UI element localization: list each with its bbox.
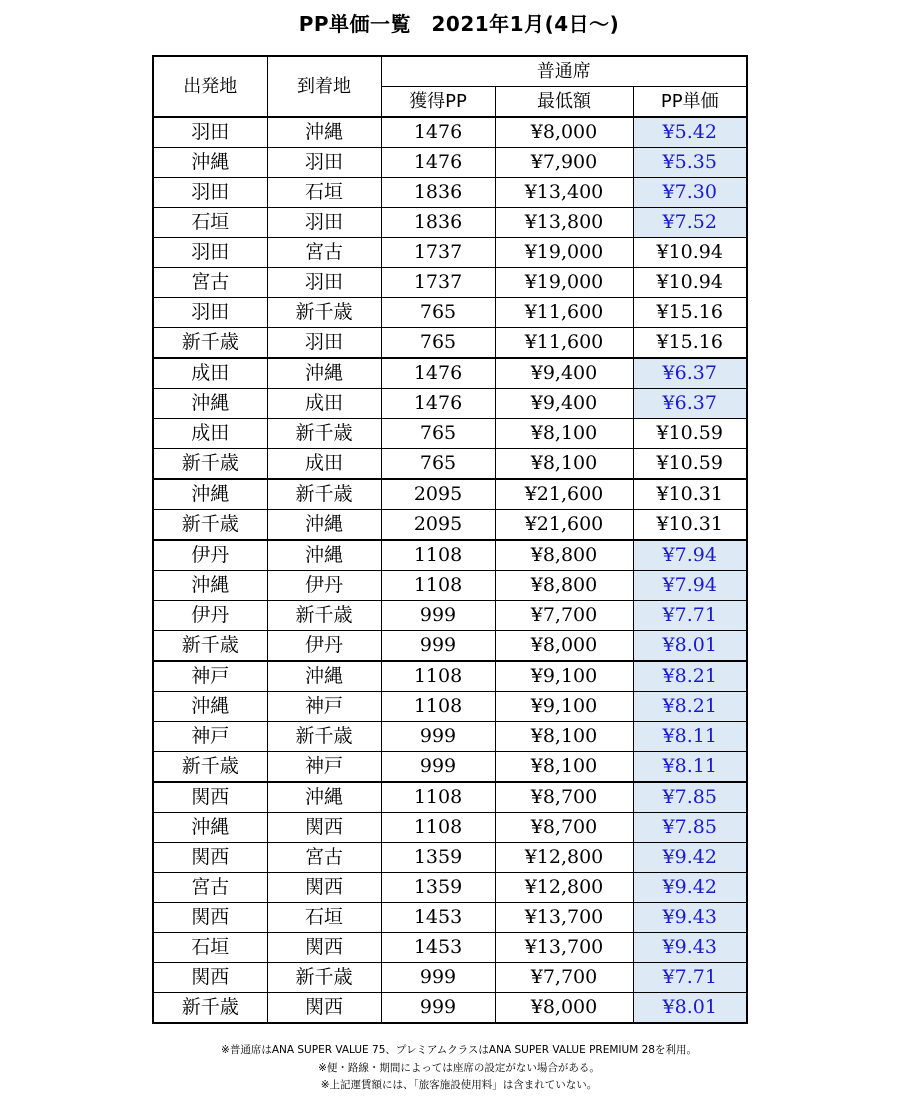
cell-pp-unit-price: ¥10.31	[633, 479, 747, 510]
cell-earned-pp: 1359	[381, 843, 495, 873]
cell-arrival: 沖縄	[267, 117, 381, 148]
cell-lowest-fare: ¥13,800	[495, 208, 633, 238]
cell-pp-unit-price: ¥9.42	[633, 873, 747, 903]
cell-lowest-fare: ¥8,100	[495, 722, 633, 752]
cell-arrival: 新千歳	[267, 298, 381, 328]
table-row	[153, 540, 747, 571]
cell-arrival: 成田	[267, 449, 381, 480]
cell-arrival: 沖縄	[267, 661, 381, 692]
header-arrival: 到着地	[267, 56, 381, 117]
cell-departure: 沖縄	[153, 148, 267, 178]
cell-pp-unit-price: ¥10.94	[633, 238, 747, 268]
cell-departure: 伊丹	[153, 601, 267, 631]
cell-departure: 新千歳	[153, 752, 267, 783]
cell-departure: 成田	[153, 358, 267, 389]
footnote-facility-fee: ※上記運賃額には、「旅客施設使用料」は含まれていない。	[320, 1079, 598, 1091]
cell-departure: 沖縄	[153, 692, 267, 722]
cell-departure: 沖縄	[153, 479, 267, 510]
cell-earned-pp: 1476	[381, 148, 495, 178]
cell-lowest-fare: ¥13,700	[495, 933, 633, 963]
header-departure: 出発地	[153, 56, 267, 117]
cell-lowest-fare: ¥7,700	[495, 963, 633, 993]
cell-lowest-fare: ¥11,600	[495, 298, 633, 328]
table-row	[153, 479, 747, 510]
cell-lowest-fare: ¥8,100	[495, 419, 633, 449]
cell-earned-pp: 1476	[381, 389, 495, 419]
cell-pp-unit-price: ¥7.30	[633, 178, 747, 208]
table-row	[153, 178, 747, 208]
cell-departure: 羽田	[153, 298, 267, 328]
cell-arrival: 新千歳	[267, 601, 381, 631]
cell-pp-unit-price: ¥7.94	[633, 571, 747, 601]
cell-pp-unit-price: ¥8.11	[633, 752, 747, 783]
cell-lowest-fare: ¥7,700	[495, 601, 633, 631]
table-row	[153, 268, 747, 298]
cell-arrival: 羽田	[267, 328, 381, 359]
cell-pp-unit-price: ¥9.42	[633, 843, 747, 873]
cell-departure: 関西	[153, 963, 267, 993]
cell-pp-unit-price: ¥10.59	[633, 419, 747, 449]
cell-pp-unit-price: ¥8.21	[633, 692, 747, 722]
cell-pp-unit-price: ¥8.01	[633, 993, 747, 1024]
cell-pp-unit-price: ¥9.43	[633, 933, 747, 963]
table-row	[153, 813, 747, 843]
cell-lowest-fare: ¥8,800	[495, 571, 633, 601]
cell-earned-pp: 999	[381, 752, 495, 783]
cell-departure: 新千歳	[153, 993, 267, 1024]
cell-departure: 関西	[153, 843, 267, 873]
cell-departure: 羽田	[153, 117, 267, 148]
cell-pp-unit-price: ¥10.31	[633, 510, 747, 541]
cell-arrival: 新千歳	[267, 479, 381, 510]
header-pp-unit-price: PP単価	[633, 87, 747, 118]
cell-arrival: 神戸	[267, 752, 381, 783]
cell-arrival: 沖縄	[267, 510, 381, 541]
cell-pp-unit-price: ¥7.94	[633, 540, 747, 571]
table-row	[153, 993, 747, 1024]
page-title: PP単価一覧 2021年1月(4日～)	[298, 12, 620, 36]
cell-pp-unit-price: ¥10.94	[633, 268, 747, 298]
cell-earned-pp: 999	[381, 601, 495, 631]
cell-lowest-fare: ¥9,400	[495, 358, 633, 389]
cell-arrival: 沖縄	[267, 782, 381, 813]
cell-departure: 新千歳	[153, 510, 267, 541]
cell-earned-pp: 1453	[381, 933, 495, 963]
footnote-seat-availability: ※便・路線・期間によっては座席の設定がない場合がある。	[318, 1061, 600, 1074]
cell-arrival: 羽田	[267, 268, 381, 298]
cell-departure: 宮古	[153, 873, 267, 903]
cell-lowest-fare: ¥9,400	[495, 389, 633, 419]
table-row	[153, 419, 747, 449]
cell-lowest-fare: ¥21,600	[495, 479, 633, 510]
cell-pp-unit-price: ¥9.43	[633, 903, 747, 933]
cell-lowest-fare: ¥13,700	[495, 903, 633, 933]
cell-earned-pp: 2095	[381, 479, 495, 510]
cell-earned-pp: 1476	[381, 117, 495, 148]
cell-pp-unit-price: ¥8.21	[633, 661, 747, 692]
cell-lowest-fare: ¥9,100	[495, 661, 633, 692]
cell-lowest-fare: ¥8,100	[495, 752, 633, 783]
cell-earned-pp: 765	[381, 328, 495, 359]
cell-earned-pp: 999	[381, 993, 495, 1024]
table-row	[153, 903, 747, 933]
table-row	[153, 933, 747, 963]
cell-departure: 関西	[153, 903, 267, 933]
cell-arrival: 石垣	[267, 178, 381, 208]
cell-pp-unit-price: ¥6.37	[633, 358, 747, 389]
cell-departure: 神戸	[153, 661, 267, 692]
table-row	[153, 117, 747, 148]
cell-earned-pp: 1359	[381, 873, 495, 903]
cell-lowest-fare: ¥12,800	[495, 843, 633, 873]
table-row	[153, 358, 747, 389]
cell-arrival: 伊丹	[267, 631, 381, 662]
table-body	[153, 117, 747, 1023]
cell-earned-pp: 999	[381, 722, 495, 752]
cell-departure: 宮古	[153, 268, 267, 298]
cell-arrival: 新千歳	[267, 963, 381, 993]
cell-earned-pp: 1836	[381, 208, 495, 238]
cell-arrival: 神戸	[267, 692, 381, 722]
cell-earned-pp: 1476	[381, 358, 495, 389]
table-row	[153, 449, 747, 480]
table-row	[153, 752, 747, 783]
cell-departure: 関西	[153, 782, 267, 813]
table-row	[153, 722, 747, 752]
cell-arrival: 沖縄	[267, 358, 381, 389]
table-row	[153, 510, 747, 541]
cell-departure: 羽田	[153, 238, 267, 268]
cell-pp-unit-price: ¥7.52	[633, 208, 747, 238]
cell-pp-unit-price: ¥10.59	[633, 449, 747, 480]
cell-arrival: 関西	[267, 873, 381, 903]
cell-arrival: 関西	[267, 933, 381, 963]
cell-departure: 神戸	[153, 722, 267, 752]
cell-earned-pp: 999	[381, 963, 495, 993]
cell-pp-unit-price: ¥7.71	[633, 601, 747, 631]
cell-earned-pp: 1737	[381, 268, 495, 298]
cell-arrival: 羽田	[267, 148, 381, 178]
cell-earned-pp: 1108	[381, 571, 495, 601]
cell-arrival: 新千歳	[267, 722, 381, 752]
cell-pp-unit-price: ¥8.11	[633, 722, 747, 752]
cell-pp-unit-price: ¥8.01	[633, 631, 747, 662]
cell-departure: 新千歳	[153, 631, 267, 662]
cell-departure: 新千歳	[153, 449, 267, 480]
cell-pp-unit-price: ¥5.35	[633, 148, 747, 178]
cell-earned-pp: 765	[381, 298, 495, 328]
table-row	[153, 148, 747, 178]
table-row	[153, 601, 747, 631]
cell-lowest-fare: ¥8,100	[495, 449, 633, 480]
cell-departure: 沖縄	[153, 571, 267, 601]
cell-earned-pp: 765	[381, 419, 495, 449]
cell-lowest-fare: ¥19,000	[495, 268, 633, 298]
cell-earned-pp: 1108	[381, 540, 495, 571]
table-row	[153, 328, 747, 359]
cell-arrival: 伊丹	[267, 571, 381, 601]
table-row	[153, 571, 747, 601]
cell-lowest-fare: ¥8,700	[495, 813, 633, 843]
cell-pp-unit-price: ¥7.71	[633, 963, 747, 993]
table-row	[153, 631, 747, 662]
table-row	[153, 208, 747, 238]
cell-arrival: 石垣	[267, 903, 381, 933]
footnotes	[0, 1042, 918, 1095]
cell-lowest-fare: ¥8,000	[495, 993, 633, 1024]
cell-pp-unit-price: ¥15.16	[633, 298, 747, 328]
table-row	[153, 389, 747, 419]
cell-lowest-fare: ¥21,600	[495, 510, 633, 541]
cell-pp-unit-price: ¥6.37	[633, 389, 747, 419]
table-row	[153, 843, 747, 873]
cell-departure: 成田	[153, 419, 267, 449]
cell-arrival: 関西	[267, 993, 381, 1024]
table-row	[153, 661, 747, 692]
cell-departure: 羽田	[153, 178, 267, 208]
cell-lowest-fare: ¥8,800	[495, 540, 633, 571]
cell-departure: 石垣	[153, 208, 267, 238]
cell-lowest-fare: ¥19,000	[495, 238, 633, 268]
cell-earned-pp: 1836	[381, 178, 495, 208]
cell-earned-pp: 765	[381, 449, 495, 480]
cell-earned-pp: 1737	[381, 238, 495, 268]
cell-pp-unit-price: ¥7.85	[633, 813, 747, 843]
cell-lowest-fare: ¥11,600	[495, 328, 633, 359]
cell-pp-unit-price: ¥5.42	[633, 117, 747, 148]
footnote-fare-types: ※普通席はANA SUPER VALUE 75、プレミアムクラスはANA SUPER VALUE PREMIUM 28を利用。	[221, 1044, 697, 1056]
table-row	[153, 782, 747, 813]
cell-departure: 沖縄	[153, 389, 267, 419]
cell-lowest-fare: ¥8,000	[495, 631, 633, 662]
cell-arrival: 関西	[267, 813, 381, 843]
table-row	[153, 692, 747, 722]
cell-lowest-fare: ¥7,900	[495, 148, 633, 178]
cell-departure: 伊丹	[153, 540, 267, 571]
cell-arrival: 宮古	[267, 843, 381, 873]
table-row	[153, 298, 747, 328]
header-earned-pp: 獲得PP	[381, 87, 495, 118]
cell-arrival: 羽田	[267, 208, 381, 238]
cell-pp-unit-price: ¥15.16	[633, 328, 747, 359]
cell-lowest-fare: ¥8,000	[495, 117, 633, 148]
cell-departure: 沖縄	[153, 813, 267, 843]
cell-earned-pp: 999	[381, 631, 495, 662]
cell-arrival: 宮古	[267, 238, 381, 268]
cell-lowest-fare: ¥12,800	[495, 873, 633, 903]
cell-earned-pp: 1108	[381, 661, 495, 692]
cell-arrival: 沖縄	[267, 540, 381, 571]
cell-departure: 新千歳	[153, 328, 267, 359]
cell-arrival: 成田	[267, 389, 381, 419]
table-row	[153, 238, 747, 268]
header-economy-group: 普通席	[381, 56, 747, 87]
cell-arrival: 新千歳	[267, 419, 381, 449]
header-lowest-fare: 最低額	[495, 87, 633, 118]
cell-earned-pp: 1108	[381, 813, 495, 843]
cell-departure: 石垣	[153, 933, 267, 963]
cell-earned-pp: 1453	[381, 903, 495, 933]
cell-earned-pp: 1108	[381, 692, 495, 722]
cell-lowest-fare: ¥9,100	[495, 692, 633, 722]
cell-earned-pp: 2095	[381, 510, 495, 541]
cell-earned-pp: 1108	[381, 782, 495, 813]
cell-pp-unit-price: ¥7.85	[633, 782, 747, 813]
cell-lowest-fare: ¥13,400	[495, 178, 633, 208]
pp-unit-price-table	[152, 55, 748, 1024]
table-row	[153, 873, 747, 903]
cell-lowest-fare: ¥8,700	[495, 782, 633, 813]
table-row	[153, 963, 747, 993]
